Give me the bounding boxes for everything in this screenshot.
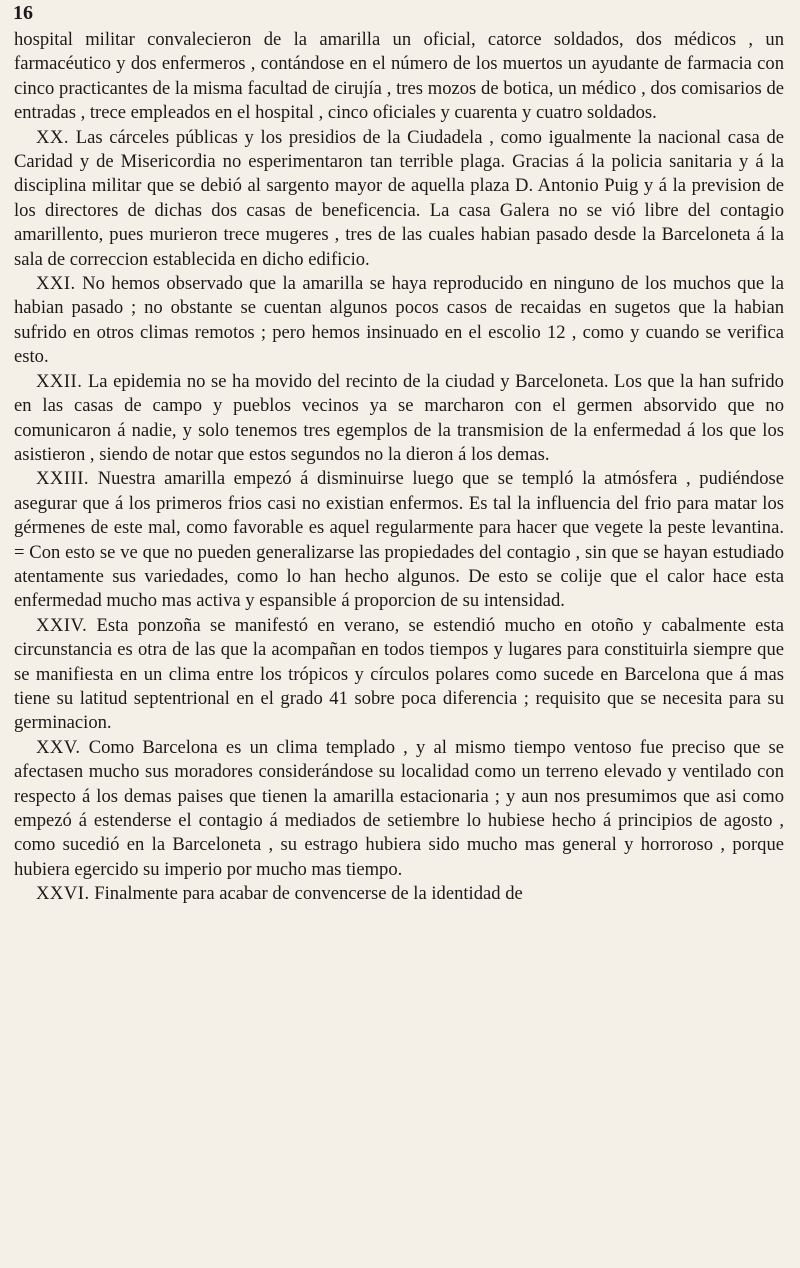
paragraph-text: Como Barcelona es un clima templado , y al mismo tiempo ventoso fue preciso que se afectasen mucho sus moradores considerándose su localidad como un terreno elevado y ventilado con respecto á los demas paises que tienen la amarilla estacionaria ; y aun nos presumimos que asi como empezó á estenderse el contagio á mediados de setiembre lo hubiese hecho á principios de agosto , como sucedió en la Barceloneta , su estrago hubiera sido mucho mas general y horroroso , porque hubiera egercido su imperio por mucho mas tiempo. [14,736,784,880]
section-number: XXI. [36,273,76,295]
paragraph-text: No hemos observado que la amarilla se haya reproducido en ninguno de los muchos que la habian pasado ; no obstante se cuentan algunos pocos casos de recaidas en sugetos que la habian sufrido en otros climas remotos ; pero hemos insinuado en el escolio 12 , como y cuando se verifica esto. [14,273,784,368]
paragraph-xxvi [14,882,784,906]
paragraph-text: hospital militar convalecieron de la amarilla un oficial, catorce soldados, dos médicos , un farmacéutico y dos enfermeros , contándose en el número de los muertos un ayudante de farmacia con cinco practicantes de la misma facultad de cirujía , tres mozos de botica, un médico , dos comisarios de entradas , trece empleados en el hospital , cinco oficiales y cuarenta y cuatro soldados. [14,29,784,124]
paragraph-xxv [14,736,784,882]
paragraph-xxi [14,272,784,370]
paragraph-xx [14,126,784,272]
paragraph-text: Esta ponzoña se manifestó en verano, se estendió mucho en otoño y cabalmente esta circunstancia es otra de las que la acompañan en todos tiempos y lugares para constituirla siempre que se manifiesta en un clima entre los trópicos y círculos polares como sucede en Barcelona que á mas tiene su latitud septentrional en el grado 41 sobre poca diferencia ; requisito que se necesita para su germinacion. [14,614,784,734]
body-text [14,28,784,907]
section-number: XXV. [36,736,81,758]
section-number: XXII. [36,370,83,392]
section-number: XX. [36,126,70,148]
paragraph-text: Las cárceles públicas y los presidios de la Ciudadela , como igualmente la nacional casa de Caridad y de Misericordia no esperimentaron tan terrible plaga. Gracias á la policia sanitaria y á la disciplina militar que se debió al sargento mayor de aquella plaza D. Antonio Puig y á la prevision de los directores de dichas dos casas de beneficencia. La casa Galera no se vió libre del contagio amarillento, pues murieron trece mugeres , tres de las cuales habian pasado desde la Barceloneta á la sala de correccion establecida en dicho edificio. [14,126,784,270]
paragraph-text: Nuestra amarilla empezó á disminuirse luego que se templó la atmósfera , pudiéndose asegurar que á los primeros frios casi no existian enfermos. Es tal la influencia del frio para matar los gérmenes de este mal, como favorable es aquel regularmente para hacer que vegete la peste levantina. = Con esto se ve que no pueden generalizarse las propiedades del contagio , sin que se hayan estudiado atentamente sus variedades, como lo han hecho algunos. De esto se colije que el calor hace esta enfermedad mucho mas activa y espansible á proporcion de su intensidad. [14,468,784,612]
paragraph-text: La epidemia no se ha movido del recinto de la ciudad y Barceloneta. Los que la han sufrido en las casas de campo y pueblos vecinos ya se marcharon con el germen absorvido que no comunicaron á nadie, y solo tenemos tres egemplos de la transmision de la enfermedad á los que los asistieron , siendo de notar que estos segundos no la dieron á los demas. [14,370,784,465]
paragraph-xxii [14,370,784,468]
section-number: XXIII. [36,468,90,490]
paragraph-continuation [14,28,784,126]
paragraph-xxiv [14,614,784,736]
paragraph-text: Finalmente para acabar de convencerse de la identidad de [94,883,523,905]
section-number: XXVI. [36,883,90,905]
section-number: XXIV. [36,614,88,636]
paragraph-xxiii [14,467,784,613]
page-number: 16 [13,2,33,24]
